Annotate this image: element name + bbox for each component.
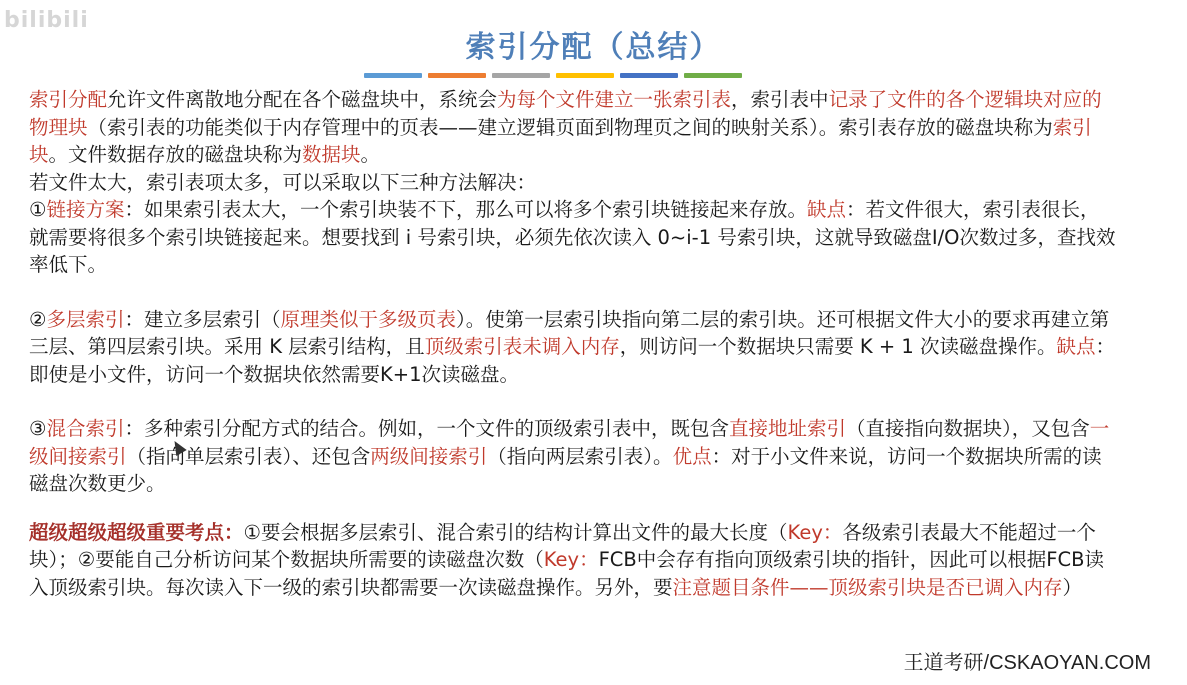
color-bar xyxy=(364,73,742,78)
key-points-heading: 超级超级超级重要考点： xyxy=(29,520,244,544)
slide-content xyxy=(29,86,1119,601)
paragraph-hybrid-index xyxy=(29,415,1119,498)
term-index-block: 索引块 xyxy=(29,115,1092,166)
color-bar-segment-5 xyxy=(620,73,678,78)
text: ①要会根据多层索引、混合索引的结构计算出文件的最大长度（ xyxy=(243,520,788,544)
highlight: 原理类似于多级页表 xyxy=(280,307,457,331)
text: ） xyxy=(1062,575,1083,599)
text: ，索引表中 xyxy=(731,88,829,111)
bullet: ③ xyxy=(29,417,47,440)
text: 各级索引表最大不能超过一个块）；②要能自己分析访问某个数据块所需要的读磁盘次数（ xyxy=(29,520,1096,571)
text: 允许文件离散地分配在各个磁盘块中，系统会 xyxy=(107,88,498,111)
bullet: ② xyxy=(29,307,47,331)
color-bar-segment-6 xyxy=(684,73,742,78)
term-drawback: 缺点 xyxy=(1056,335,1096,358)
page-title: 索引分配（总结） xyxy=(465,30,722,65)
text: 。 xyxy=(360,143,381,166)
paragraph-problem: 若文件太大，索引表项太多，可以采取以下三种方法解决： xyxy=(29,170,537,194)
key-label: Key： xyxy=(543,548,599,571)
paragraph-multilevel-index xyxy=(29,306,1119,389)
highlight: 为每个文件建立一张索引表 xyxy=(497,88,732,111)
text: （指向两层索引表）。 xyxy=(487,444,673,468)
color-bar-segment-4 xyxy=(556,73,614,78)
term-multilevel-index: 多层索引 xyxy=(46,307,125,331)
bilibili-watermark: bilibili xyxy=(4,8,89,33)
highlight: 顶级索引表未调入内存 xyxy=(424,335,620,358)
highlight: 注意题目条件——顶级索引块是否已调入内存 xyxy=(672,575,1063,599)
paragraph-linked-scheme xyxy=(29,196,1119,279)
text: ：如果索引表太大，一个索引块装不下，那么可以将多个索引块链接起来存放。 xyxy=(124,198,808,221)
footer-brand: 王道考研/CSKAOYAN.COM xyxy=(903,652,1151,674)
text: ，则访问一个数据块只需要 K + 1 次读磁盘操作。 xyxy=(619,335,1057,358)
text: ：即使是小文件，访问一个数据块依然需要K+1次读磁盘。 xyxy=(29,335,1116,386)
color-bar-segment-2 xyxy=(428,73,486,78)
text: （指向单层索引表）、还包含 xyxy=(126,444,371,468)
text: ）。使第一层索引块指向第二层的索引块。还可根据文件大小的要求再建立第三层、第四层索引块。采用 K 层索引结构，且 xyxy=(29,307,1110,358)
color-bar-segment-3 xyxy=(492,73,550,78)
color-bar-segment-1 xyxy=(364,73,422,78)
text: （索引表的功能类似于内存管理中的页表——建立逻辑页面到物理页之间的映射关系）。索引表存放的磁盘块称为 xyxy=(87,115,1053,139)
highlight: 直接地址索引 xyxy=(729,417,847,440)
text: ：多种索引分配方式的结合。例如，一个文件的顶级索引表中，既包含 xyxy=(124,417,730,440)
term-drawback: 缺点 xyxy=(807,198,847,221)
paragraph-intro xyxy=(29,86,1119,169)
term-linked-scheme: 链接方案 xyxy=(46,198,125,221)
term-advantage: 优点 xyxy=(672,444,712,468)
term-hybrid-index: 混合索引 xyxy=(46,417,125,440)
bullet: ① xyxy=(29,198,47,221)
highlight: 一级间接索引 xyxy=(29,417,1110,468)
highlight: 记录了文件的各个逻辑块对应的物理块 xyxy=(29,88,1102,139)
text: 。文件数据存放的磁盘块称为 xyxy=(48,143,303,166)
key-label: Key： xyxy=(787,520,843,544)
text: ：对于小文件来说，访问一个数据块所需的读磁盘次数更少。 xyxy=(29,444,1102,495)
text: ：建立多层索引（ xyxy=(124,307,281,331)
term-data-block: 数据块 xyxy=(302,143,361,166)
text: （直接指向数据块），又包含 xyxy=(846,417,1090,440)
text: FCB中会存有指向顶级索引块的指针，因此可以根据FCB读入顶级索引块。每次读入下一级的索引块都需要一次读磁盘操作。另外，要 xyxy=(29,548,1105,599)
paragraph-key-points xyxy=(29,519,1119,602)
term-index-allocation: 索引分配 xyxy=(29,88,108,111)
highlight: 两级间接索引 xyxy=(370,444,488,468)
text: ：若文件很大，索引表很长，就需要将很多个索引块链接起来。想要找到 i 号索引块，必须先依次读入 0~i-1 号索引块，这就导致磁盘I/O次数过多，查找效率低下。 xyxy=(29,198,1116,276)
